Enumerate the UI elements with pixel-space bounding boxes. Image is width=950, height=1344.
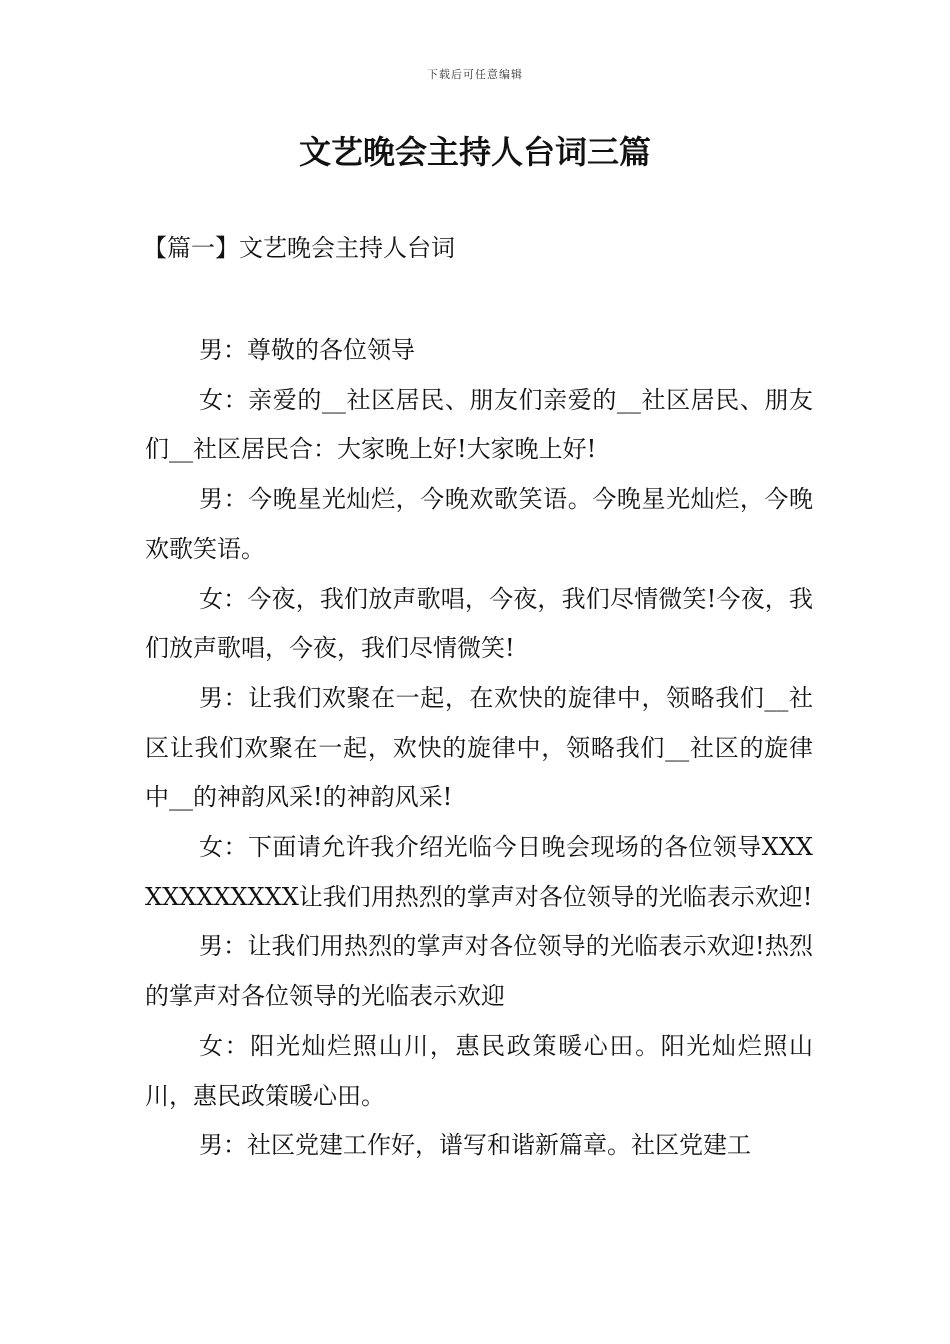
dialogue-paragraph: 女：今夜，我们放声歌唱，今夜，我们尽情微笑!今夜，我们放声歌唱，今夜，我们尽情微笑! <box>145 584 813 663</box>
dialogue-paragraph: 男：让我们用热烈的掌声对各位领导的光临表示欢迎!热烈的掌声对各位领导的光临表示欢迎 <box>145 932 813 1011</box>
dialogue-paragraph: 男：今晚星光灿烂，今晚欢歌笑语。今晚星光灿烂，今晚欢歌笑语。 <box>145 485 813 563</box>
dialogue-paragraph: 男：尊敬的各位领导 <box>199 336 415 364</box>
dialogue-paragraph: 女：亲爱的__社区居民、朋友们亲爱的__社区居民、朋友们__社区居民合：大家晚上好!大家晚上好! <box>145 385 813 464</box>
dialogue-paragraph: 女：阳光灿烂照山川，惠民政策暖心田。阳光灿烂照山川，惠民政策暖心田。 <box>145 1031 813 1110</box>
document-title: 文艺晚会主持人台词三篇 <box>298 133 651 171</box>
document-body <box>145 326 813 1171</box>
dialogue-paragraph: 女：下面请允许我介绍光临今日晚会现场的各位领导XXXXXXXXXXXX让我们用热烈的掌声对各位领导的光临表示欢迎! <box>145 833 813 911</box>
header-note: 下载后可任意编辑 <box>427 68 523 81</box>
dialogue-paragraph: 男：社区党建工作好，谱写和谐新篇章。社区党建工 <box>199 1131 751 1160</box>
section-heading: 【篇一】文艺晚会主持人台词 <box>143 234 455 262</box>
dialogue-paragraph: 男：让我们欢聚在一起，在欢快的旋律中，领略我们__社区让我们欢聚在一起，欢快的旋律中，领略我们__社区的旋律中__的神韵风采!的神韵风采! <box>145 683 813 812</box>
